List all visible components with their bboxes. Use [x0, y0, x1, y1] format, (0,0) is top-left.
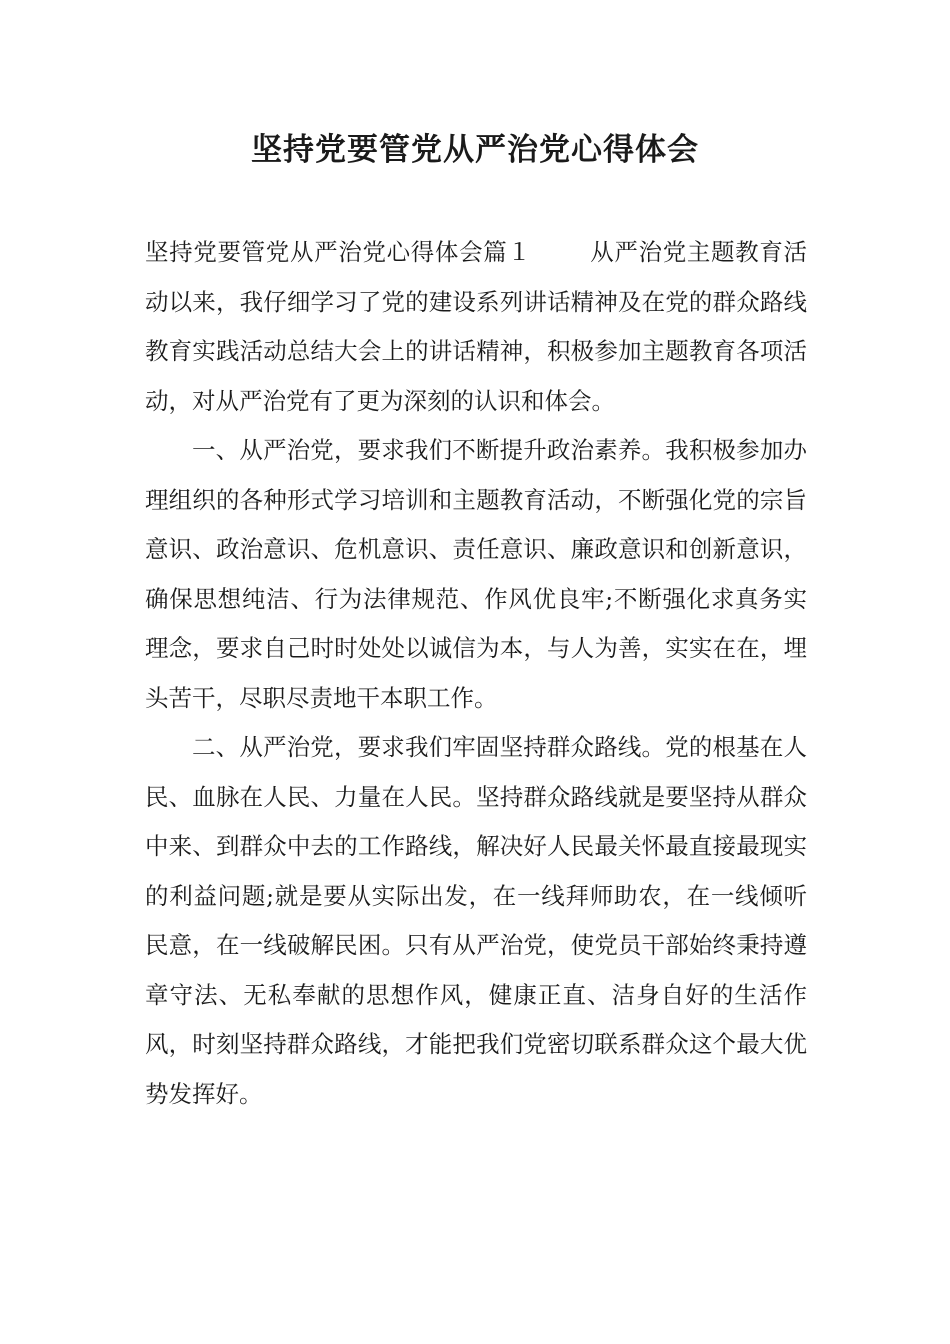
body-paragraph: 二、从严治党，要求我们牢固坚持群众路线。党的根基在人民、血脉在人民、力量在人民。坚持群众路线就是要坚持从群众中来、到群众中去的工作路线，解决好人民最关怀最直接最现实的利益问题;就是要从实际出发，在一线拜师助农，在一线倾听民意，在一线破解民困。只有从严治党，使党员干部始终秉持遵章守法、无私奉献的思想作风，健康正直、洁身自好的生活作风，时刻坚持群众路线，才能把我们党密切联系群众这个最大优势发挥好。 [145, 733, 807, 1108]
document-body [145, 228, 807, 1119]
intro-heading: 坚持党要管党从严治党心得体会篇１ [145, 238, 532, 266]
body-paragraph: 一、从严治党，要求我们不断提升政治素养。我积极参加办理组织的各种形式学习培训和主题教育活动，不断强化党的宗旨意识、政治意识、危机意识、责任意识、廉政意识和创新意识，确保思想纯洁、行为法律规范、作风优良牢;不断强化求真务实理念，要求自己时时处处以诚信为本，与人为善，实实在在，埋头苦干，尽职尽责地干本职工作。 [145, 436, 807, 712]
intro-paragraph [145, 228, 807, 426]
document-title: 坚持党要管党从严治党心得体会 [251, 132, 699, 168]
paragraph-text: 从严治党主题教育活动以来，我仔细学习了党的建设系列讲话精神及在党的群众路线教育实践活动总结大会上的讲话精神，积极参加主题教育各项活动，对从严治党有了更为深刻的认识和体会。 [145, 238, 808, 415]
